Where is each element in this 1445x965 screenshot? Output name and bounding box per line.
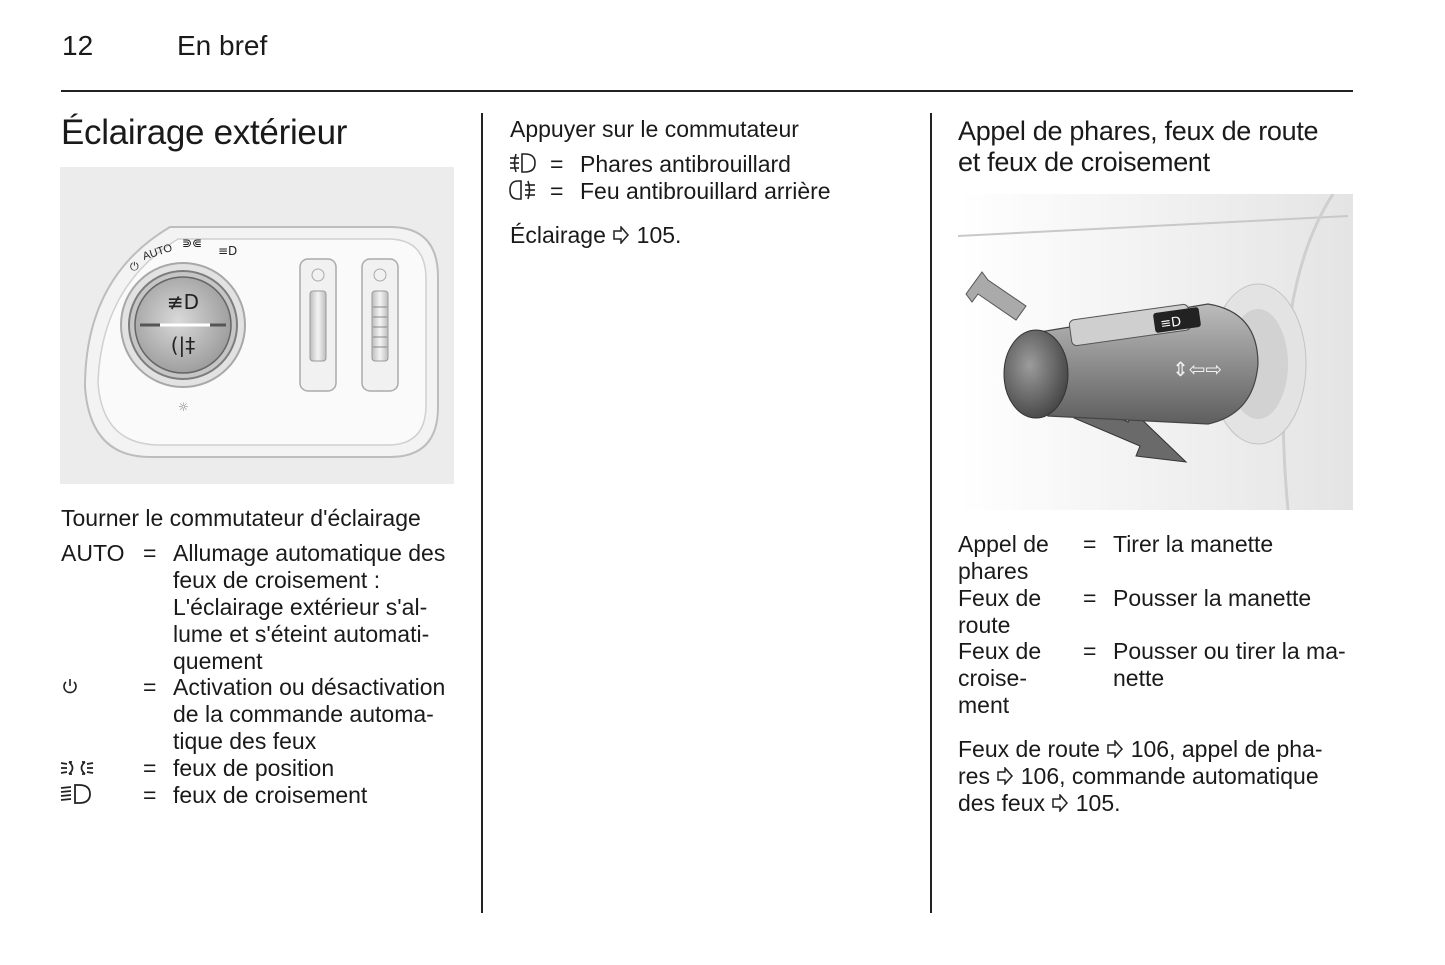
term-high-beam	[958, 585, 1041, 639]
light-switch-illustration	[60, 167, 454, 484]
svg-text:≡D: ≡D	[218, 244, 238, 258]
section-title: En bref	[177, 30, 268, 61]
def-line: feux de croisement :	[173, 567, 381, 593]
switch-auto-label: AUTO	[141, 242, 174, 263]
term-line: Feux de	[958, 638, 1042, 664]
term-low-beam	[958, 638, 1041, 719]
reference-text: Éclairage	[510, 222, 606, 248]
svg-text:(|‡: (|‡	[170, 333, 196, 357]
def-line: tique des feux	[173, 728, 317, 754]
reference-text: des feux	[958, 790, 1045, 816]
parking-lights-icon	[60, 758, 94, 783]
definition-headlight-flash: Tirer la manette	[1113, 531, 1274, 557]
definition-low-beam: feux de croisement	[173, 782, 368, 808]
def-line: Activation ou désactivation	[173, 674, 446, 700]
svg-text:⏻: ⏻	[130, 260, 139, 273]
svg-text:≢D: ≢D	[166, 290, 200, 314]
page-arrow-icon	[1051, 791, 1069, 818]
lighting-reference[interactable]	[510, 222, 681, 250]
equals-sign: =	[1083, 638, 1097, 664]
def-line: Pousser ou tirer la ma-	[1113, 638, 1346, 664]
reference-page: 106, appel de pha-	[1130, 736, 1323, 762]
definition-low-beam-stalk	[1113, 638, 1346, 692]
turn-stalk-illustration	[958, 194, 1353, 510]
term-line: Appel de	[958, 531, 1049, 557]
reference-line-3[interactable]	[958, 790, 1121, 818]
equals-sign: =	[143, 755, 157, 781]
term-line: croise-	[958, 665, 1028, 691]
def-line: L'éclairage extérieur s'al-	[173, 594, 428, 620]
low-beam-icon	[60, 783, 92, 810]
header-rule	[61, 90, 1353, 92]
term-line: route	[958, 612, 1011, 638]
heading-line: et feux de croisement	[958, 147, 1210, 177]
svg-text:≡D: ≡D	[1159, 314, 1183, 333]
stalk-figure	[958, 194, 1353, 510]
heading-line: Appel de phares, feux de route	[958, 116, 1319, 146]
rear-fog-label: Feu antibrouillard arrière	[580, 178, 831, 204]
light-switch-figure	[60, 167, 454, 484]
column-divider-1	[481, 113, 483, 913]
equals-sign: =	[143, 674, 157, 700]
rotate-switch-intro: Tourner le commutateur d'éclairage	[61, 505, 421, 531]
rear-fog-icon	[509, 179, 537, 206]
equals-sign: =	[143, 782, 157, 808]
def-line: quement	[173, 648, 263, 674]
term-line: ment	[958, 692, 1010, 718]
front-fog-icon	[509, 152, 537, 179]
svg-text:⇕⇦⇨: ⇕⇦⇨	[1172, 357, 1223, 381]
page-arrow-icon	[1106, 737, 1124, 764]
term-line: phares	[958, 558, 1029, 584]
def-line: lume et s'éteint automati-	[173, 621, 430, 647]
reference-page: 105.	[636, 222, 682, 248]
reference-page: 106, commande automatique	[1020, 763, 1319, 789]
definition-high-beam: Pousser la manette	[1113, 585, 1312, 611]
reference-line-2[interactable]	[958, 763, 1319, 791]
heading-headlight-flash	[958, 116, 1358, 178]
front-fog-label: Phares antibrouillard	[580, 151, 791, 177]
equals-sign: =	[550, 178, 564, 204]
power-icon	[61, 676, 79, 701]
def-line: de la commande automa-	[173, 701, 434, 727]
equals-sign: =	[1083, 531, 1097, 557]
term-line: Feux de	[958, 585, 1042, 611]
definition-auto	[173, 540, 445, 675]
page-arrow-icon	[612, 223, 630, 250]
page-number: 12	[62, 30, 94, 61]
equals-sign: =	[1083, 585, 1097, 611]
definition-power	[173, 674, 445, 755]
def-line: Allumage automatique des	[173, 540, 446, 566]
reference-text: Feux de route	[958, 736, 1100, 762]
press-switch-intro: Appuyer sur le commutateur	[510, 116, 799, 142]
page-arrow-icon	[996, 764, 1014, 791]
reference-text: res	[958, 763, 990, 789]
column-divider-2	[930, 113, 932, 913]
equals-sign: =	[550, 151, 564, 177]
reference-line-1[interactable]	[958, 736, 1323, 764]
svg-text:⋑⋐: ⋑⋐	[182, 236, 203, 250]
def-line: nette	[1113, 665, 1165, 691]
term-headlight-flash	[958, 531, 1049, 585]
term-auto: AUTO	[61, 540, 125, 566]
definition-parking-lights: feux de position	[173, 755, 335, 781]
svg-text:☼: ☼	[178, 400, 189, 414]
equals-sign: =	[143, 540, 157, 566]
heading-exterior-lighting: Éclairage extérieur	[61, 113, 348, 152]
reference-page: 105.	[1075, 790, 1121, 816]
